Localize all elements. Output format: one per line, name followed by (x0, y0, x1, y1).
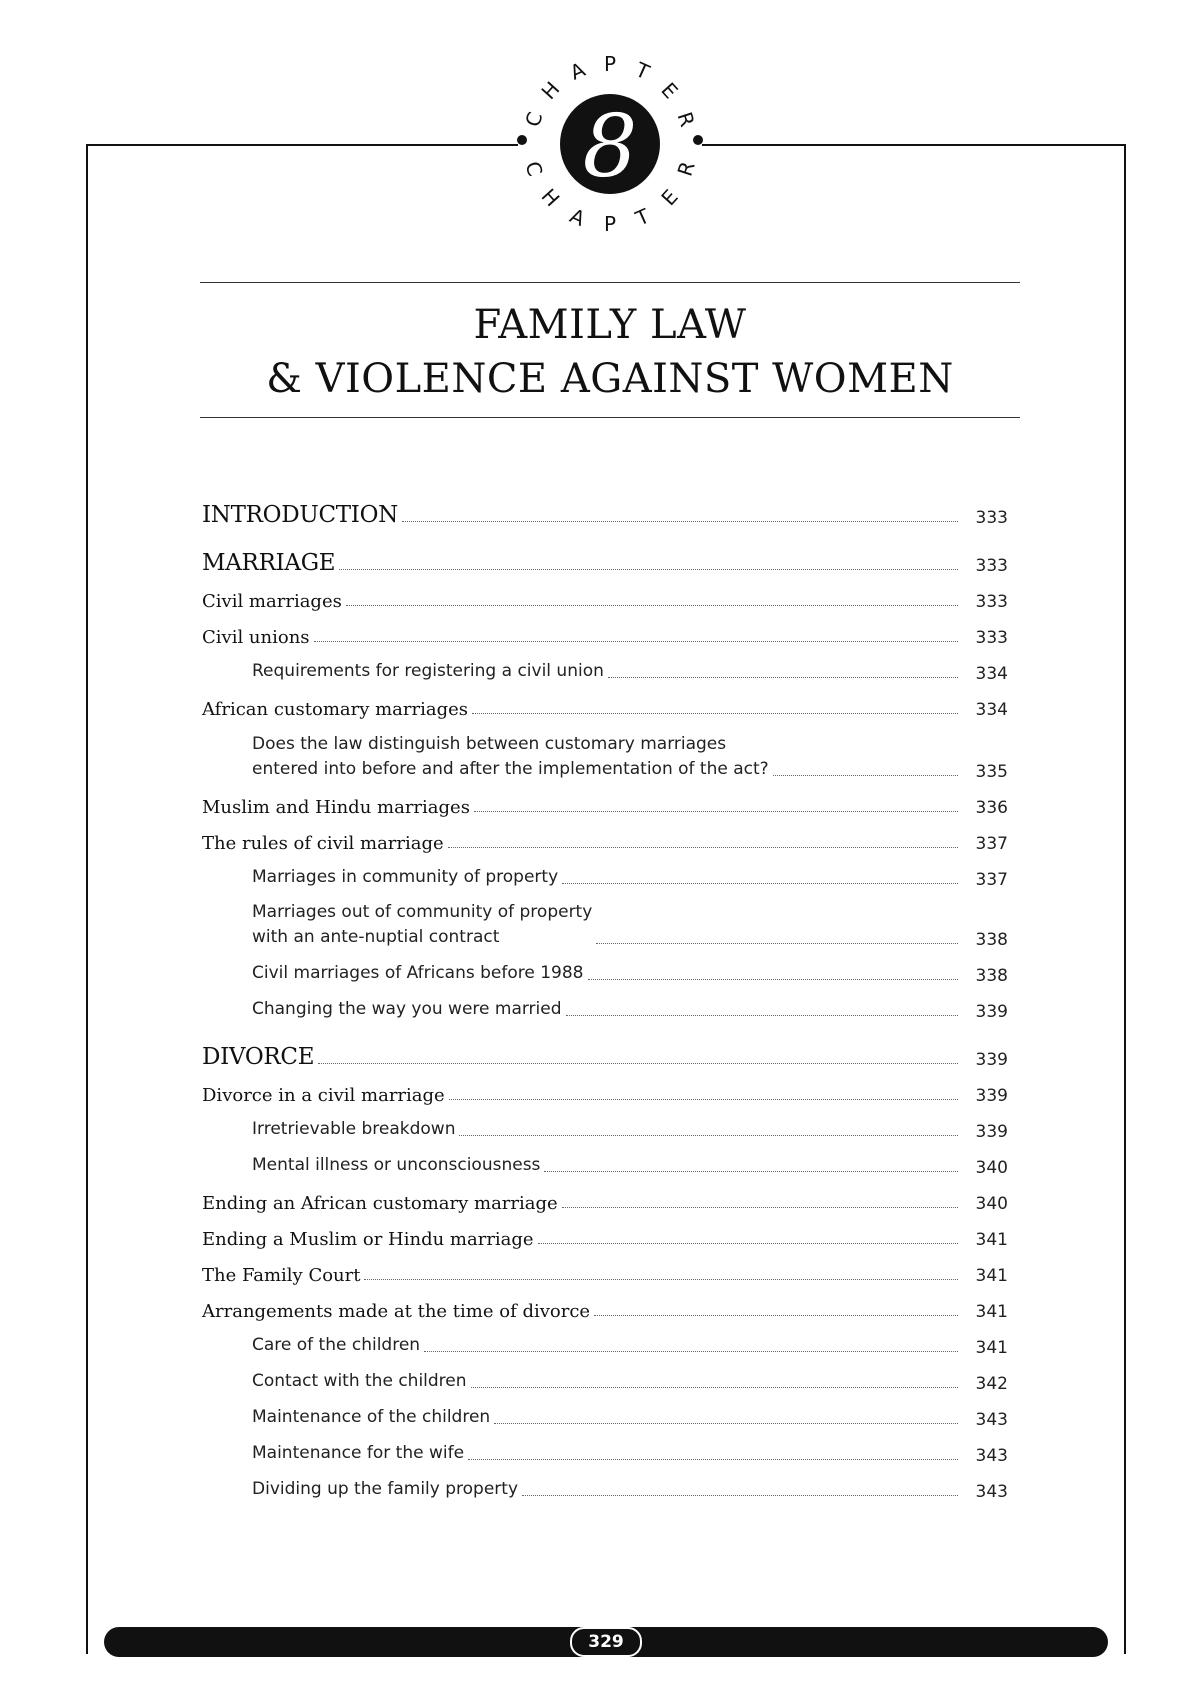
chapter-letter-bottom: E (656, 184, 683, 211)
toc-entry-label (202, 1085, 445, 1106)
toc-leader-dots (314, 640, 958, 642)
toc-entry-label (202, 1369, 467, 1394)
toc-entry-text: Civil marriages of Africans before 1988 (252, 963, 584, 983)
toc-leader-dots (562, 882, 958, 884)
chapter-letter-bottom: T (632, 203, 653, 231)
toc-page-number: 340 (975, 1158, 1008, 1178)
toc-leader-dots (596, 942, 958, 944)
toc-page-number: 343 (975, 1482, 1008, 1502)
toc-leader-dots (494, 1422, 958, 1424)
toc-leader-dots (594, 1314, 958, 1316)
toc-entry-text: Civil marriages (202, 591, 342, 612)
toc-page-number: 333 (975, 592, 1008, 612)
toc-entry[interactable] (202, 1297, 1008, 1322)
toc-leader-dots (459, 1134, 958, 1136)
toc-page-number: 341 (975, 1230, 1008, 1250)
toc-page-number: 337 (975, 870, 1008, 890)
toc-leader-dots (773, 774, 958, 776)
toc-entry-text-line2: entered into before and after the implementation of the act? (252, 759, 769, 779)
toc-page-number: 341 (975, 1266, 1008, 1286)
toc-leader-dots (522, 1494, 958, 1496)
toc-page-number: 339 (975, 1122, 1008, 1142)
toc-entry-label (202, 1301, 590, 1322)
toc-entry-text: Muslim and Hindu marriages (202, 797, 470, 818)
toc-entry[interactable] (202, 695, 1008, 720)
toc-entry[interactable] (202, 793, 1008, 818)
toc-entry-label (202, 502, 398, 528)
toc-entry-label (202, 550, 335, 576)
toc-entry-label (202, 797, 470, 818)
toc-leader-dots (471, 1386, 958, 1388)
chapter-letter-top: H (536, 76, 565, 105)
toc-entry[interactable] (202, 1261, 1008, 1286)
toc-page-number: 335 (975, 762, 1008, 782)
toc-entry[interactable] (202, 546, 1008, 576)
toc-entry-label (202, 1333, 420, 1358)
toc-entry[interactable] (202, 1081, 1008, 1106)
toc-entry-label (202, 1441, 464, 1466)
chapter-letter-top: R (672, 108, 700, 130)
toc-leader-dots (364, 1278, 958, 1280)
toc-entry-label (202, 1117, 455, 1142)
toc-entry[interactable] (202, 623, 1008, 648)
toc-entry[interactable] (202, 498, 1008, 528)
bullet-left-icon (517, 135, 527, 145)
toc-page-number: 336 (975, 798, 1008, 818)
toc-entry[interactable] (202, 587, 1008, 612)
toc-entry-text: The Family Court (202, 1265, 361, 1286)
toc-entry-text: Care of the children (252, 1335, 421, 1355)
toc-entry-label (202, 732, 769, 782)
toc-leader-dots (318, 1062, 958, 1064)
toc-entry-text: Arrangements made at the time of divorce (202, 1301, 591, 1322)
toc-entry-label (202, 627, 310, 648)
toc-leader-dots (538, 1242, 958, 1244)
toc-page-number: 343 (975, 1410, 1008, 1430)
toc-entry-label (202, 1229, 534, 1250)
toc-leader-dots (346, 604, 958, 606)
page-number: 329 (570, 1627, 642, 1657)
chapter-letter-bottom: P (603, 212, 617, 236)
title-rule-bottom (200, 417, 1020, 418)
toc-entry-label (202, 833, 444, 854)
toc-entry[interactable] (202, 1477, 1008, 1502)
toc-entry-text: Maintenance of the children (252, 1407, 491, 1427)
toc-page-number: 338 (975, 930, 1008, 950)
toc-entry[interactable] (202, 1040, 1008, 1070)
toc-page-number: 339 (975, 1086, 1008, 1106)
toc-page-number: 340 (975, 1194, 1008, 1214)
chapter-letter-bottom: R (672, 158, 700, 180)
chapter-letter-top: T (632, 57, 653, 85)
toc-entry-text-line2: with an ante-nuptial contract (252, 927, 500, 947)
toc-entry-label (202, 900, 592, 950)
toc-entry[interactable] (202, 829, 1008, 854)
toc-entry-text: Contact with the children (252, 1371, 467, 1391)
toc-page-number: 337 (975, 834, 1008, 854)
toc-leader-dots (474, 810, 958, 812)
toc-entry-label (202, 1405, 490, 1430)
toc-entry-text: Changing the way you were married (252, 999, 562, 1019)
toc-entry-label (202, 865, 558, 890)
toc-entry-text: Irretrievable breakdown (252, 1119, 456, 1139)
chapter-emblem (500, 40, 720, 260)
toc-entry-text: Does the law distinguish between customary marriages (252, 734, 727, 754)
chapter-letter-bottom: C (520, 158, 548, 180)
toc-entry[interactable] (202, 1153, 1008, 1178)
toc-entry-text: DIVORCE (202, 1044, 315, 1070)
toc-page-number: 333 (975, 556, 1008, 576)
toc-entry-text: Maintenance for the wife (252, 1443, 465, 1463)
toc-entry-label (202, 1193, 558, 1214)
toc-leader-dots (402, 520, 958, 522)
toc-page-number: 341 (975, 1338, 1008, 1358)
toc-entry-label (202, 591, 342, 612)
toc-entry-label (202, 1477, 518, 1502)
chapter-letter-top: A (566, 57, 589, 85)
toc-entry-text: Ending an African customary marriage (202, 1193, 558, 1214)
toc-entry-text: INTRODUCTION (202, 502, 398, 528)
chapter-letter-bottom: H (536, 183, 565, 212)
toc-entry[interactable] (202, 1441, 1008, 1466)
toc-page-number: 338 (975, 966, 1008, 986)
toc-leader-dots (544, 1170, 958, 1172)
toc-entry[interactable] (202, 1117, 1008, 1142)
toc-entry[interactable] (202, 961, 1008, 986)
toc-entry[interactable] (202, 732, 1008, 782)
toc-entry-text: Marriages out of community of property (252, 902, 593, 922)
toc-entry-text: Mental illness or unconsciousness (252, 1155, 541, 1175)
toc-entry-text: Marriages in community of property (252, 867, 559, 887)
toc-leader-dots (468, 1458, 958, 1460)
toc-entry-text: Divorce in a civil marriage (202, 1085, 445, 1106)
page-title-line2: & VIOLENCE AGAINST WOMEN (266, 356, 954, 402)
toc-entry[interactable] (202, 1189, 1008, 1214)
toc-entry-label (202, 1153, 540, 1178)
toc-entry[interactable] (202, 1333, 1008, 1358)
toc-page-number: 339 (975, 1050, 1008, 1070)
toc-entry-label (202, 1044, 314, 1070)
toc-entry-label (202, 1265, 360, 1286)
toc-leader-dots (449, 1098, 958, 1100)
toc-leader-dots (448, 846, 958, 848)
toc-entry-text: African customary marriages (202, 699, 469, 720)
toc-leader-dots (588, 978, 959, 980)
toc-entry-text: Ending a Muslim or Hindu marriage (202, 1229, 534, 1250)
toc-entry[interactable] (202, 1369, 1008, 1394)
toc-page-number: 341 (975, 1302, 1008, 1322)
bullet-right-icon (693, 135, 703, 145)
toc-entry-text: Civil unions (202, 627, 310, 648)
toc-entry[interactable] (202, 865, 1008, 890)
toc-entry-text: Requirements for registering a civil union (252, 661, 604, 681)
chapter-letter-top: C (520, 108, 548, 130)
toc-leader-dots (566, 1014, 958, 1016)
chapter-letter-top: P (603, 52, 617, 76)
frame-top-border-left (86, 144, 518, 146)
toc-page-number: 342 (975, 1374, 1008, 1394)
toc-entry[interactable] (202, 900, 1008, 950)
toc-entry-text: The rules of civil marriage (202, 833, 444, 854)
toc-page-number: 333 (975, 508, 1008, 528)
toc-leader-dots (339, 568, 958, 570)
toc-entry-text: Dividing up the family property (252, 1479, 518, 1499)
chapter-letter-bottom: A (566, 203, 589, 231)
toc-entry[interactable] (202, 1225, 1008, 1250)
toc-leader-dots (562, 1206, 958, 1208)
toc-entry-label (202, 961, 584, 986)
toc-page-number: 333 (975, 628, 1008, 648)
frame-top-border-right (702, 144, 1124, 146)
title-rule-top (200, 282, 1020, 283)
toc-entry[interactable] (202, 659, 1008, 684)
toc-entry-text: MARRIAGE (202, 550, 336, 576)
toc-entry[interactable] (202, 1405, 1008, 1430)
toc-page-number: 343 (975, 1446, 1008, 1466)
page-title (200, 298, 1020, 406)
toc-leader-dots (472, 712, 958, 714)
chapter-number: 8 (582, 97, 638, 197)
chapter-letter-top: E (656, 77, 683, 104)
toc-page-number: 334 (975, 700, 1008, 720)
toc-page-number: 334 (975, 664, 1008, 684)
toc-entry-label (202, 659, 604, 684)
toc-page-number: 339 (975, 1002, 1008, 1022)
toc-leader-dots (424, 1350, 958, 1352)
toc-entry-label (202, 997, 562, 1022)
page-title-line1: FAMILY LAW (473, 302, 747, 348)
toc-entry[interactable] (202, 997, 1008, 1022)
toc-leader-dots (608, 676, 958, 678)
toc-entry-label (202, 699, 468, 720)
